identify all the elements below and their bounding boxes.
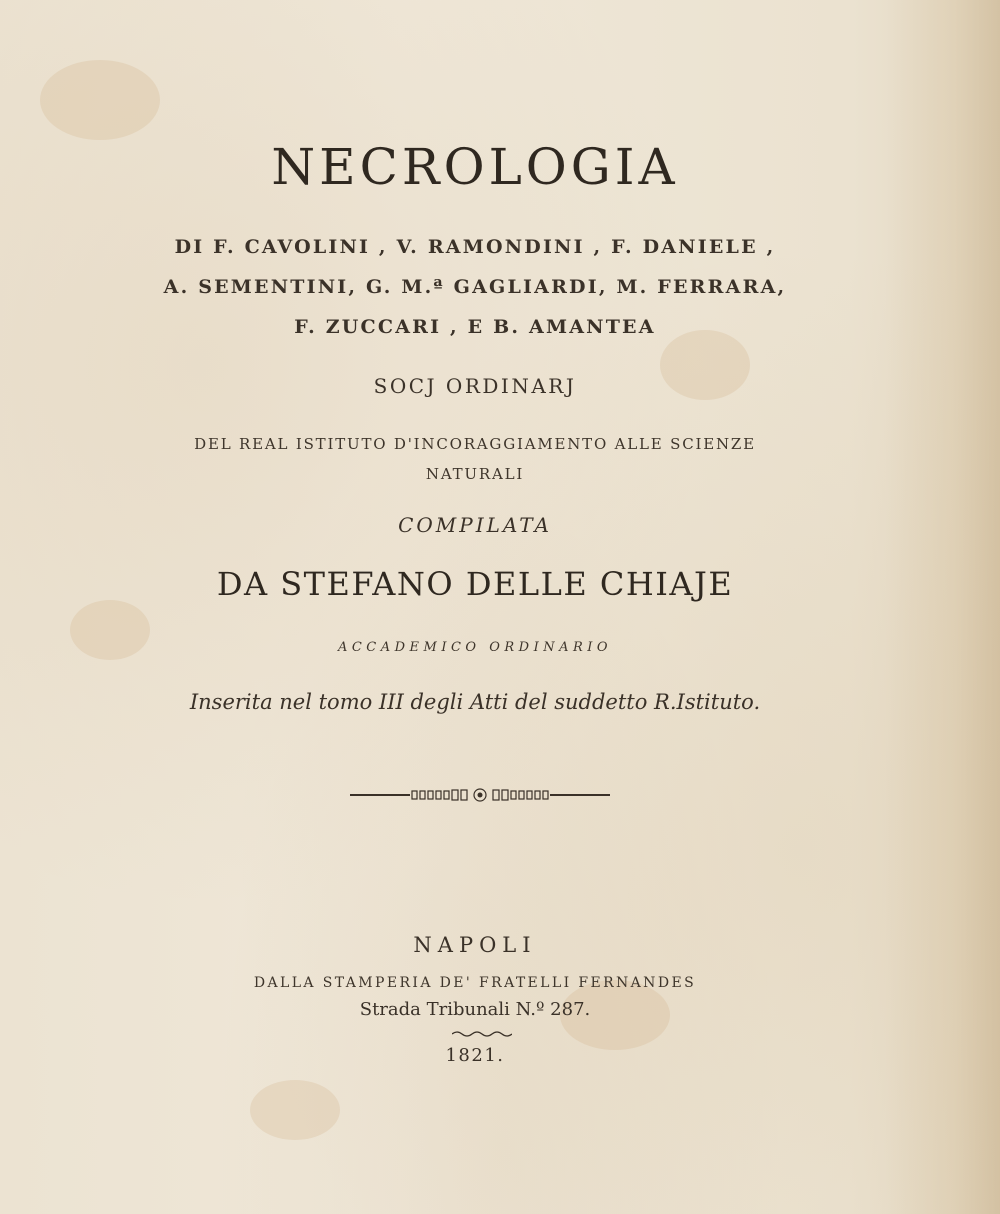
istituto-line-1: DEL REAL ISTITUTO D'INCORAGGIAMENTO ALLE SCIENZE <box>194 435 756 453</box>
names-line-1: DI F. CAVOLINI , V. RAMONDINI , F. DANIELE , <box>174 236 776 258</box>
author-line: DA STEFANO DELLE CHIAJE <box>216 565 734 603</box>
imprint-address: Strada Tribunali N.º 287. <box>359 999 591 1020</box>
names-line-3: F. ZUCCARI , E B. AMANTEA <box>294 316 656 338</box>
decorative-rule-ornament <box>350 786 610 804</box>
compilata-label: COMPILATA <box>398 513 552 537</box>
imprint-city: NAPOLI <box>413 933 537 957</box>
squiggle-ornament <box>452 1030 512 1038</box>
foxing-stain <box>40 60 160 140</box>
inserita-line: Inserita nel tomo III degli Atti del suddetto R.Istituto. <box>189 690 761 714</box>
foxing-stain <box>250 1080 340 1140</box>
istituto-line-2: NATURALI <box>425 465 525 483</box>
socj-ordinarj: SOCJ ORDINARJ <box>373 374 577 398</box>
imprint-year: 1821. <box>445 1045 505 1066</box>
accademico-line: ACCADEMICO ORDINARIO <box>337 640 613 655</box>
names-line-2: A. SEMENTINI, G. M.ª GAGLIARDI, M. FERRARA, <box>163 276 787 298</box>
imprint-printer: DALLA STAMPERIA DE' FRATELLI FERNANDES <box>253 975 697 991</box>
page-title: NECROLOGIA <box>271 138 679 196</box>
